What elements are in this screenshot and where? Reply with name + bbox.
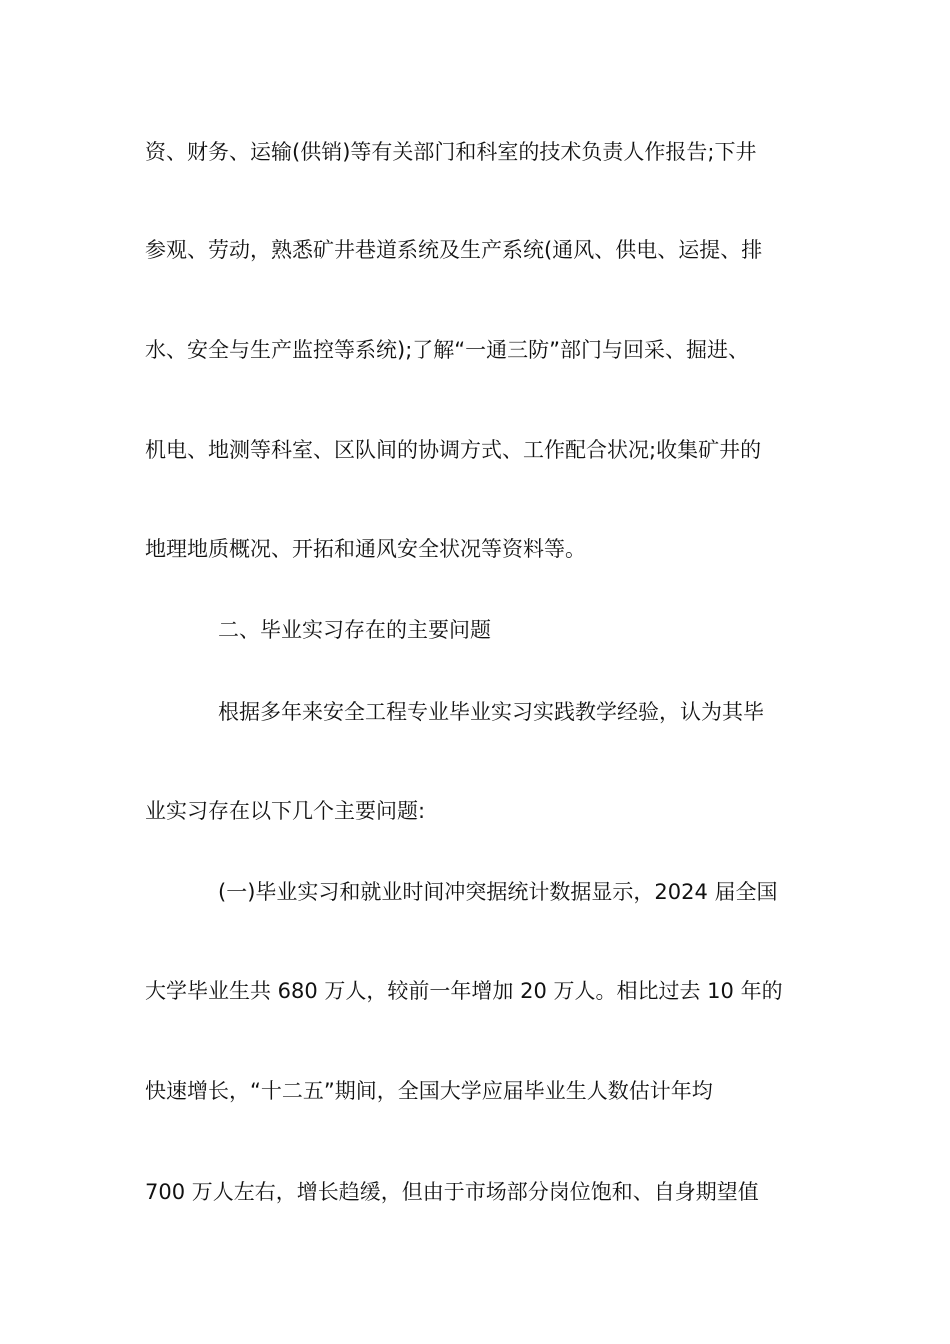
body-text-line: 700 万人左右，增长趋缓，但由于市场部分岗位饱和、自身期望值 [145,1180,759,1204]
body-text-line: 快速增长，“十二五”期间，全国大学应届毕业生人数估计年均 [145,1079,713,1103]
body-text-line: 地理地质概况、开拓和通风安全状况等资料等。 [145,537,586,561]
body-text-line: (一)毕业实习和就业时间冲突据统计数据显示，2024 届全国 [218,880,778,904]
body-text-line: 大学毕业生共 680 万人，较前一年增加 20 万人。相比过去 10 年的 [145,979,783,1003]
body-text-line: 参观、劳动，熟悉矿井巷道系统及生产系统(通风、供电、运提、排 [145,238,763,262]
section-heading: 二、毕业实习存在的主要问题 [218,618,491,642]
body-text-line: 机电、地测等科室、区队间的协调方式、工作配合状况;收集矿井的 [145,438,762,462]
body-text-line: 资、财务、运输(供销)等有关部门和科室的技术负责人作报告;下井 [145,140,757,164]
body-text-line: 业实习存在以下几个主要问题: [145,799,426,823]
body-text-line: 根据多年来安全工程专业毕业实习实践教学经验，认为其毕 [218,700,764,724]
body-text-line: 水、安全与生产监控等系统);了解“一通三防”部门与回采、掘进、 [145,338,750,362]
